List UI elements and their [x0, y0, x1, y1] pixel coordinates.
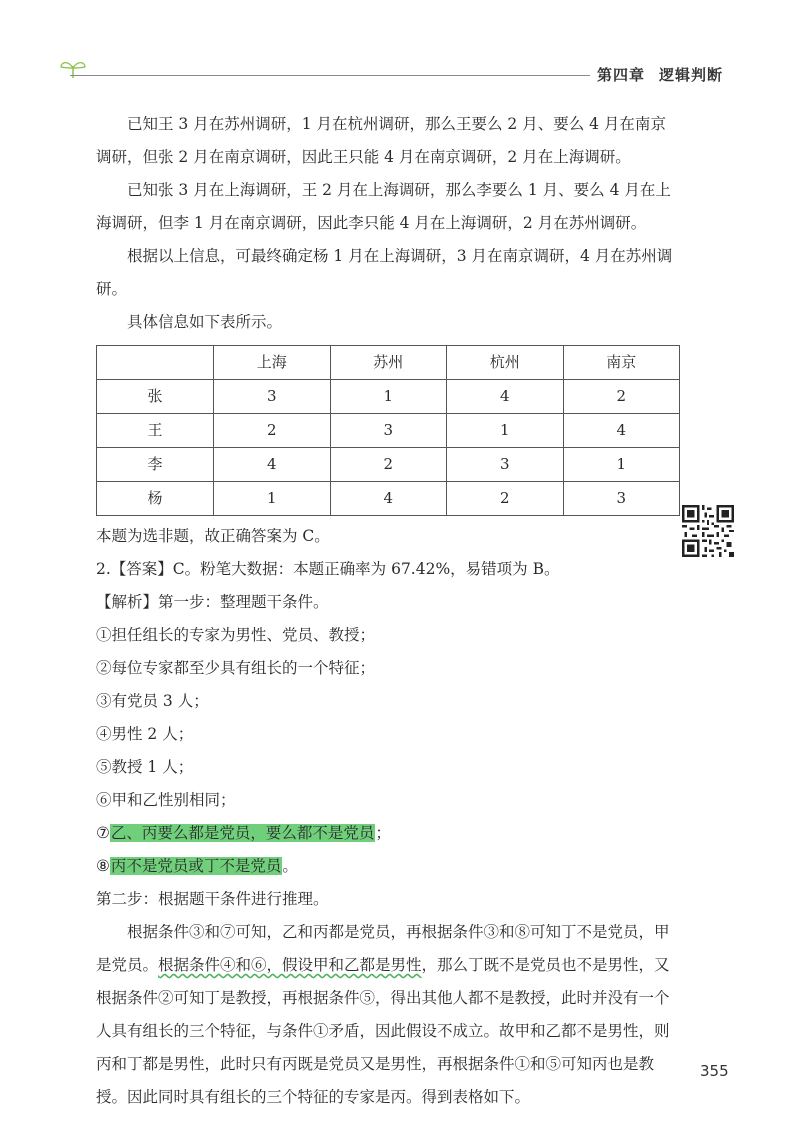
condition-8-end: 。 — [282, 857, 298, 875]
table-cell: 3 — [447, 448, 564, 482]
condition-7-highlight: 乙、丙要么都是党员，要么都不是党员 — [110, 824, 375, 842]
condition-3: ③有党员 3 人； — [96, 692, 209, 710]
step-1: 第一步：整理题干条件。 — [158, 593, 329, 611]
analysis-line — [96, 586, 676, 619]
table-cell: 1 — [563, 448, 680, 482]
reasoning-part-a: 根据条件③和⑦可知，乙和丙都是党员，再根据条件③和⑧可知丁不是党员，甲是党员。 — [96, 923, 670, 974]
chapter-title: 第四章 — [597, 66, 646, 84]
condition-4: ④男性 2 人； — [96, 725, 194, 743]
table-header-cell: 南京 — [563, 346, 680, 380]
paragraph-4: 具体信息如下表所示。 — [127, 313, 283, 331]
table-cell: 张 — [97, 380, 214, 414]
table-cell: 李 — [97, 448, 214, 482]
page-number: 355 — [700, 1062, 729, 1080]
reasoning-part-c: ，那么丁既不是党员也不是男性，又根据条件②可知丁是教授，再根据条件⑤，得出其他人都不是教授，此时并没有一个人具有组长的三个特征，与条件①矛盾，因此假设不成立。故甲和乙都不是男性，则丙和丁都是男性，此时只有丙既是党员又是男性，再根据条件①和⑤可知丙也是教授。因此同时具有组长的三个特征的专家是丙。得到表格如下。 — [96, 956, 670, 1106]
sprout-icon — [58, 58, 88, 80]
table-cell: 4 — [447, 380, 564, 414]
condition-5: ⑤教授 1 人； — [96, 758, 194, 776]
chapter-header — [597, 64, 723, 85]
table-cell: 3 — [563, 482, 680, 516]
table-row — [97, 380, 680, 414]
condition-8-highlight: 丙不是党员或丁不是党员 — [110, 857, 282, 875]
paragraph-2: 已知张 3 月在上海调研，王 2 月在上海调研，那么李要么 1 月、要么 4 月在上海调研，但李 1 月在南京调研，因此李只能 4 月在上海调研，2 月在苏州调研。 — [96, 181, 671, 232]
table-header-cell: 苏州 — [330, 346, 447, 380]
table-cell: 1 — [447, 414, 564, 448]
table-cell: 1 — [330, 380, 447, 414]
table-cell: 1 — [214, 482, 331, 516]
table-header-cell: 上海 — [214, 346, 331, 380]
table-header-cell — [97, 346, 214, 380]
table-cell: 2 — [447, 482, 564, 516]
section-title: 逻辑判断 — [659, 66, 724, 84]
table-row — [97, 414, 680, 448]
table-cell: 4 — [563, 414, 680, 448]
page-body — [96, 108, 676, 1114]
condition-6: ⑥甲和乙性别相同； — [96, 791, 236, 809]
table-cell: 4 — [214, 448, 331, 482]
condition-7 — [96, 817, 676, 850]
condition-7-number: ⑦ — [96, 824, 110, 842]
table-cell: 2 — [563, 380, 680, 414]
table-cell: 王 — [97, 414, 214, 448]
conclusion-1: 本题为选非题，故正确答案为 C。 — [96, 527, 330, 545]
qr-code-icon — [682, 505, 734, 557]
paragraph-1: 已知王 3 月在苏州调研，1 月在杭州调研，那么王要么 2 月、要么 4 月在南京调研，但张 2 月在南京调研，因此王只能 4 月在南京调研，2 月在上海调研。 — [96, 115, 666, 166]
table-cell: 2 — [330, 448, 447, 482]
step-2: 第二步：根据题干条件进行推理。 — [96, 890, 329, 908]
reasoning-underlined: 根据条件④和⑥，假设甲和乙都是男性 — [158, 956, 422, 974]
condition-2: ②每位专家都至少具有组长的一个特征； — [96, 659, 376, 677]
condition-8 — [96, 850, 676, 883]
table-cell: 杨 — [97, 482, 214, 516]
table-header-cell: 杭州 — [447, 346, 564, 380]
table-cell: 2 — [214, 414, 331, 448]
schedule-table — [96, 345, 680, 516]
paragraph-3: 根据以上信息，可最终确定杨 1 月在上海调研，3 月在南京调研，4 月在苏州调研。 — [96, 247, 673, 298]
answer-line — [96, 553, 676, 586]
analysis-label: 【解析】 — [96, 593, 159, 611]
condition-7-end: ； — [375, 824, 391, 842]
table-row — [97, 482, 680, 516]
table-cell: 3 — [330, 414, 447, 448]
table-cell: 4 — [330, 482, 447, 516]
table-cell: 3 — [214, 380, 331, 414]
answer-text: C。粉笔大数据：本题正确率为 67.42%，易错项为 B。 — [172, 560, 560, 578]
header-rule — [70, 75, 590, 76]
table-row — [97, 448, 680, 482]
condition-8-number: ⑧ — [96, 857, 110, 875]
answer-label: 2.【答案】 — [96, 560, 173, 578]
condition-1: ①担任组长的专家为男性、党员、教授； — [96, 626, 376, 644]
table-header-row — [97, 346, 680, 380]
reasoning-paragraph — [96, 916, 676, 1114]
